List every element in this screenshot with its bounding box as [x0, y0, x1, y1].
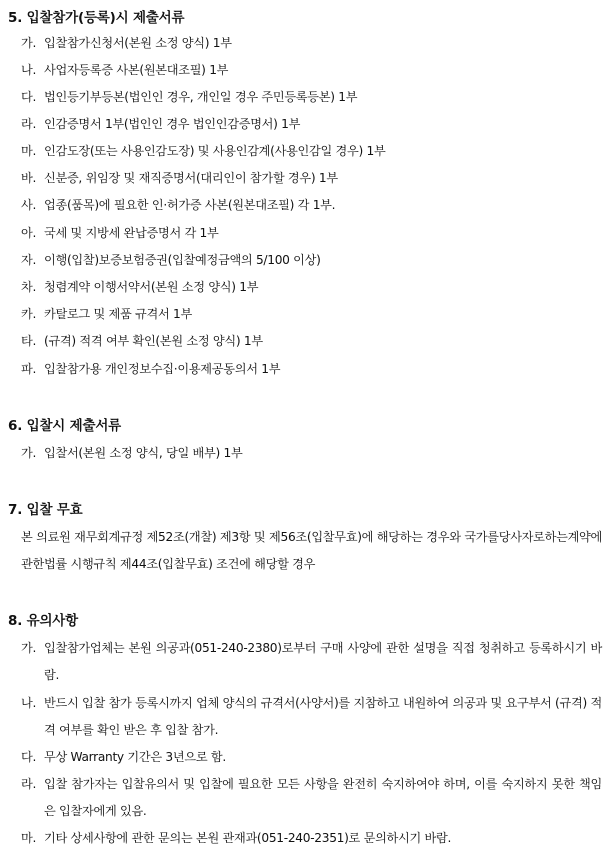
list-item: [21, 328, 602, 355]
list-item-text: 업종(품목)에 필요한 인·허가증 사본(원본대조필) 각 1부.: [44, 198, 336, 212]
list-item: [21, 84, 602, 111]
list-item: [21, 356, 602, 383]
list-item-text: 입찰서(본원 소정 양식, 당일 배부) 1부: [44, 446, 243, 460]
list-item-text: 국세 및 지방세 완납증명서 각 1부: [44, 226, 219, 240]
list-item-marker: 타.: [21, 334, 37, 348]
list-item-marker: 라.: [21, 117, 37, 131]
list-item-text: 무상 Warranty 기간은 3년으로 함.: [44, 750, 226, 764]
list-item-text: 반드시 입찰 참가 등록시까지 업체 양식의 규격서(사양서)를 지참하고 내원하여 의공과 및 요구부서 (규격) 적격 여부를 확인 받은 후 입찰 참가.: [44, 696, 602, 737]
list-item: [21, 301, 602, 328]
list-item-text: 기타 상세사항에 관한 문의는 본원 관재과(051-240-2351)로 문의하시기 바람.: [44, 831, 452, 845]
list-item: [21, 111, 602, 138]
list-item: [21, 57, 602, 84]
section-8-heading: 8. 유의사항: [8, 613, 78, 629]
list-item-marker: 차.: [21, 280, 37, 294]
list-item-text: 카탈로그 및 제품 규격서 1부: [44, 307, 192, 321]
list-item-text: 사업자등록증 사본(원본대조필) 1부: [44, 63, 229, 77]
list-item-text: 이행(입찰)보증보험증권(입찰예정금액의 5/100 이상): [44, 253, 321, 267]
list-item: [21, 220, 602, 247]
list-item-text: 인감증명서 1부(법인인 경우 법인인감증명서) 1부: [44, 117, 301, 131]
list-item-marker: 자.: [21, 253, 37, 267]
list-item: [21, 165, 602, 192]
list-item-marker: 나.: [21, 63, 37, 77]
list-item-marker: 나.: [21, 696, 37, 710]
list-item: [21, 635, 602, 689]
list-item-text: 법인등기부등본(법인인 경우, 개인일 경우 주민등록등본) 1부: [44, 90, 358, 104]
list-item-text: 인감도장(또는 사용인감도장) 및 사용인감계(사용인감일 경우) 1부: [44, 144, 386, 158]
list-item-marker: 파.: [21, 362, 37, 376]
list-item-marker: 가.: [21, 446, 37, 460]
list-item-text: 입찰 참가자는 입찰유의서 및 입찰에 필요한 모든 사항을 완전히 숙지하여야 하며, 이를 숙지하지 못한 책임은 입찰자에게 있음.: [44, 777, 602, 818]
section-7-heading: 7. 입찰 무효: [8, 502, 83, 518]
list-item: [21, 744, 602, 771]
list-item-marker: 다.: [21, 90, 37, 104]
list-item-marker: 가.: [21, 36, 37, 50]
list-item-text: 청렴계약 이행서약서(본원 소정 양식) 1부: [44, 280, 259, 294]
list-item: [21, 138, 602, 165]
list-item-text: 신분증, 위임장 및 재직증명서(대리인이 참가할 경우) 1부: [44, 171, 338, 185]
list-item: [21, 247, 602, 274]
list-item: [21, 825, 602, 852]
list-item: [21, 30, 602, 57]
list-item-text: (규격) 적격 여부 확인(본원 소정 양식) 1부: [44, 334, 263, 348]
list-item-marker: 마.: [21, 144, 37, 158]
list-item-text: 입찰참가신청서(본원 소정 양식) 1부: [44, 36, 232, 50]
list-item-text: 입찰참가용 개인정보수집·이용제공동의서 1부: [44, 362, 281, 376]
list-item: [21, 771, 602, 825]
section-6-heading: 6. 입찰시 제출서류: [8, 418, 122, 434]
list-item: [21, 274, 602, 301]
list-item-marker: 사.: [21, 198, 37, 212]
list-item-marker: 바.: [21, 171, 37, 185]
list-item-text: 입찰참가업체는 본원 의공과(051-240-2380)로부터 구매 사양에 관한 설명을 직접 청취하고 등록하시기 바람.: [44, 641, 602, 682]
section-7-paragraph: 본 의료원 재무회계규정 제52조(개찰) 제3항 및 제56조(입찰무효)에 해당하는 경우와 국가를당사자로하는계약에관한법률 시행규칙 제44조(입찰무효) 조건에 해당할 경우: [21, 530, 602, 571]
list-item-marker: 아.: [21, 226, 37, 240]
list-item: [21, 690, 602, 744]
list-item: [21, 440, 602, 467]
list-item: [21, 192, 602, 219]
list-item-marker: 마.: [21, 831, 37, 845]
list-item-marker: 카.: [21, 307, 37, 321]
section-5-heading: 5. 입찰참가(등록)시 제출서류: [8, 10, 185, 26]
list-item-marker: 라.: [21, 777, 37, 791]
list-item-marker: 가.: [21, 641, 37, 655]
list-item-marker: 다.: [21, 750, 37, 764]
